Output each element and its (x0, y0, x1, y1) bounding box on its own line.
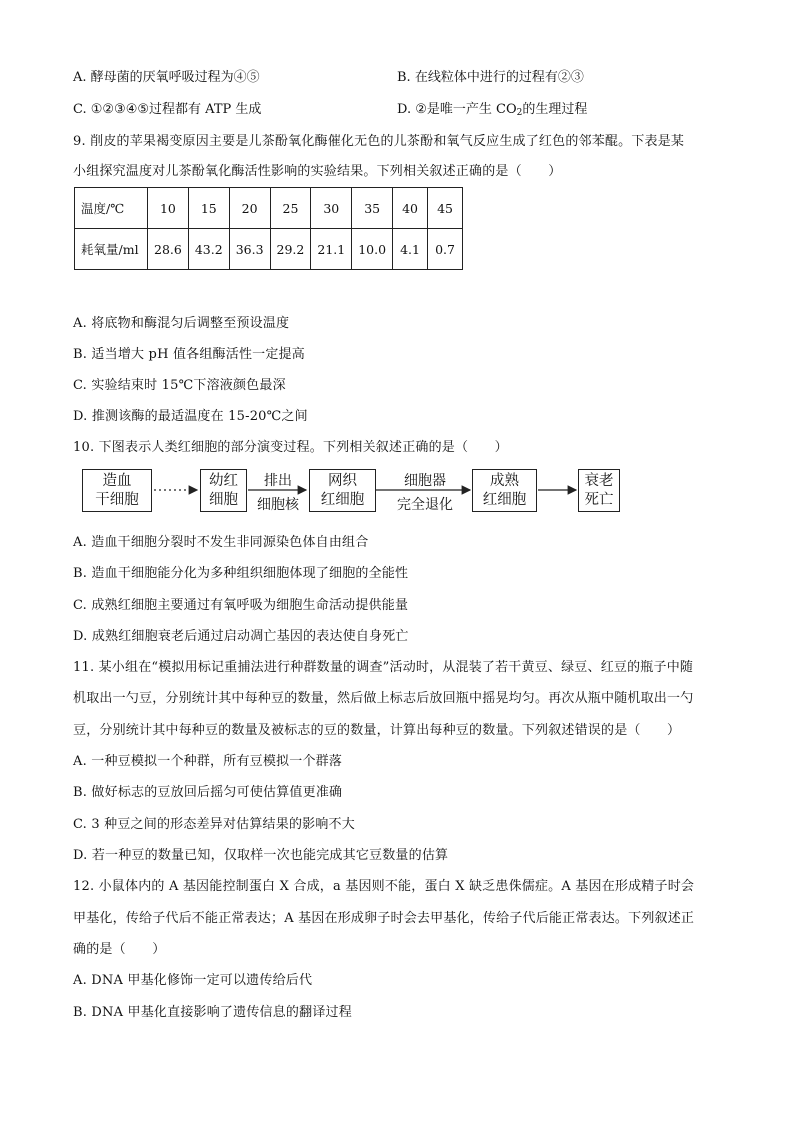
label-line: 完全退化 (397, 497, 453, 513)
q12-stem-line3: 确的是（ ） (73, 942, 166, 957)
label-expel-nucleus (250, 471, 306, 515)
q8-option-d-post: 的生理过程 (522, 102, 588, 117)
q9-option-b: B. 适当增大 pH 值各组酶活性一定提高 (73, 347, 305, 362)
table-cell: 0.7 (428, 229, 463, 270)
table-cell: 43.2 (188, 229, 229, 270)
label-line: 细胞器 (404, 473, 446, 489)
q11-stem-line3: 豆，分别统计其中每种豆的数量及被标志的豆的数量，计算出每种豆的数量。下列叙述错误的是（ ） (73, 723, 681, 738)
label-line: 细胞核 (257, 497, 299, 513)
box-erythroblast (200, 469, 247, 512)
q9-option-c: C. 实验结束时 15℃下溶液颜色最深 (73, 378, 286, 393)
q11-option-c: C. 3 种豆之间的形态差异对估算结果的影响不大 (73, 817, 355, 832)
box-line: 网织 (328, 473, 357, 489)
box-line: 细胞 (209, 492, 238, 508)
q11-stem-line2: 机取出一勺豆，分别统计其中每种豆的数量，然后做上标志后放回瓶中摇晃均匀。再次从瓶中随机取出一勺 (73, 691, 694, 706)
table-cell: 35 (352, 188, 393, 229)
q8-option-c: C. ①②③④⑤过程都有 ATP 生成 (73, 102, 262, 117)
table-cell: 21.1 (311, 229, 352, 270)
q11-option-a: A. 一种豆模拟一个种群，所有豆模拟一个群落 (73, 754, 343, 769)
q9-stem-line2: 小组探究温度对儿茶酚氧化酶活性影响的实验结果。下列相关叙述正确的是（ ） (73, 164, 562, 179)
box-senescence-death (578, 469, 620, 512)
table-cell: 15 (188, 188, 229, 229)
label-organelle-degeneration (380, 471, 470, 515)
label-line: 排出 (264, 473, 292, 489)
q8-option-d-sub: 2 (516, 108, 523, 118)
q11-option-d: D. 若一种豆的数量已知，仅取样一次也能完成其它豆数量的估算 (73, 848, 449, 863)
table-cell: 20 (229, 188, 270, 229)
box-line: 红细胞 (320, 492, 365, 508)
q12-option-b: B. DNA 甲基化直接影响了遗传信息的翻译过程 (73, 1005, 352, 1020)
table-cell: 10 (148, 188, 189, 229)
box-mature-rbc (472, 469, 537, 512)
table-cell: 28.6 (148, 229, 189, 270)
table-header-oxygen: 耗氧量/ml (75, 229, 148, 270)
q9-option-a: A. 将底物和酶混匀后调整至预设温度 (73, 316, 290, 331)
q10-stem: 10. 下图表示人类红细胞的部分演变过程。下列相关叙述正确的是（ ） (73, 440, 508, 455)
q11-stem-line1: 11. 某小组在“模拟用标记重捕法进行种群数量的调查”活动时，从混装了若干黄豆、绿豆、红豆的瓶子中随 (73, 660, 694, 675)
q10-option-b: B. 造血干细胞能分化为多种组织细胞体现了细胞的全能性 (73, 566, 409, 581)
table-cell: 30 (311, 188, 352, 229)
table-cell: 25 (270, 188, 311, 229)
box-line: 死亡 (584, 492, 614, 508)
table-cell: 4.1 (393, 229, 428, 270)
box-hematopoietic-stem-cell (82, 469, 152, 512)
table-header-temperature: 温度/℃ (75, 188, 148, 229)
table-cell: 45 (428, 188, 463, 229)
q9-option-d: D. 推测该酶的最适温度在 15-20℃之间 (73, 409, 308, 424)
q10-option-c: C. 成熟红细胞主要通过有氧呼吸为细胞生命活动提供能量 (73, 598, 409, 613)
box-line: 衰老 (584, 473, 614, 489)
q10-option-d: D. 成熟红细胞衰老后通过启动凋亡基因的表达使自身死亡 (73, 629, 409, 644)
table-cell: 36.3 (229, 229, 270, 270)
box-reticulocyte (309, 469, 376, 512)
q8-option-a: A. 酵母菌的厌氧呼吸过程为④⑤ (73, 70, 260, 85)
box-line: 红细胞 (482, 492, 527, 508)
table-cell: 29.2 (270, 229, 311, 270)
table-cell: 40 (393, 188, 428, 229)
box-line: 造血 (102, 473, 132, 489)
box-line: 干细胞 (95, 492, 139, 508)
q9-stem-line1: 9. 削皮的苹果褐变原因主要是儿茶酚氧化酶催化无色的儿茶酚和氧气反应生成了红色的邻苯醌。下表是某 (73, 134, 685, 149)
q8-option-b: B. 在线粒体中进行的过程有②③ (397, 70, 584, 85)
box-line: 幼红 (209, 473, 238, 489)
q12-stem-line2: 甲基化，传给子代后不能正常表达；A 基因在形成卵子时会去甲基化，传给子代后能正常表达。下列叙述正 (73, 911, 695, 926)
q8-option-d-pre: D. ②是唯一产生 CO (397, 102, 517, 117)
q12-option-a: A. DNA 甲基化修饰一定可以遗传给后代 (73, 973, 313, 988)
q11-option-b: B. 做好标志的豆放回后摇匀可使估算值更准确 (73, 785, 343, 800)
box-line: 成熟 (490, 473, 519, 489)
table-cell: 10.0 (352, 229, 393, 270)
q12-stem-line1: 12. 小鼠体内的 A 基因能控制蛋白 X 合成，a 基因则不能，蛋白 X 缺乏患侏儒症。A 基因在形成精子时会 (73, 879, 695, 894)
q10-option-a: A. 造血干细胞分裂时不发生非同源染色体自由组合 (73, 535, 369, 550)
